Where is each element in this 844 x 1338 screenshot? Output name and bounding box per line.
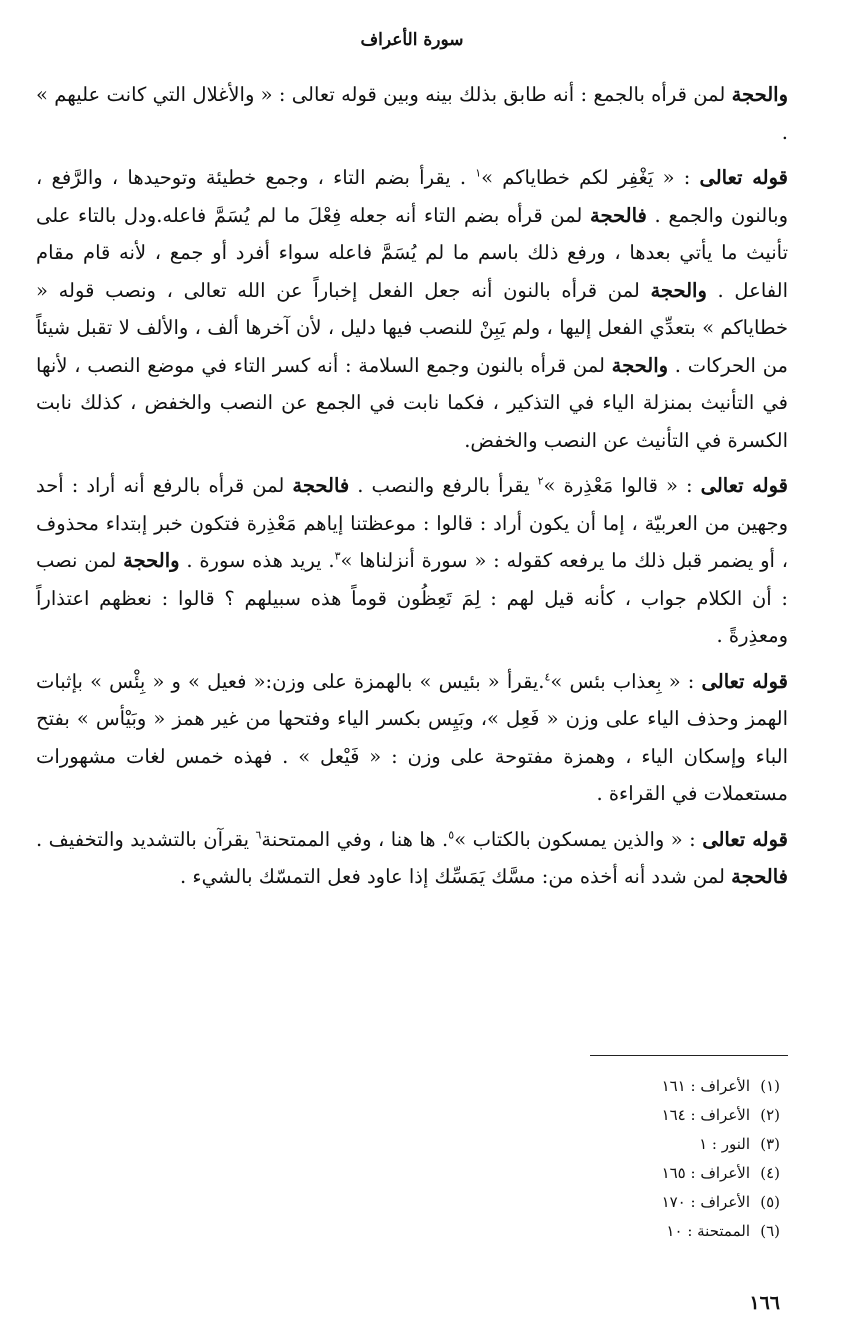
text-run: يقرأ بالرفع والنصب . — [349, 474, 538, 497]
text-run: لمن قرأه بضم التاء أنه جعله فِعْلَ ما لم يُسَمَّ فاعله.ودل بالتاء على تأنيث ما يأتي بعدها ، ورفع ذلك باسم ما لم يُسَمَّ فاعله سواء أفرد أو جمع ، لأنه قام مقام الفاعل . — [36, 203, 788, 302]
footnote-marker: ٦ — [255, 828, 262, 841]
footnote-item — [36, 1072, 780, 1101]
text-run: لمن قرأه بالنون وجمع السلامة : أنه كسر التاء في موضع النصب ، لأنها في التأنيث بمنزلة الياء في التذكير ، فكما نابت في الجمع عن النصب والخفض ، كذلك نابت الكسرة في التأنيث عن النصب والخفض. — [36, 353, 788, 452]
footnote-text: الأعراف : ١٦٥ — [661, 1164, 750, 1182]
footnote-number: (٣) — [760, 1135, 780, 1153]
footnote-item — [36, 1217, 780, 1246]
body-text — [36, 76, 788, 896]
page-number: ١٦٦ — [749, 1292, 780, 1314]
text-run: . ها هنا ، وفي الممتحنة — [261, 827, 449, 851]
footnote-marker: ٥ — [448, 828, 455, 841]
paragraph — [36, 467, 788, 655]
text-run: لمن شدد أنه أخذه من: مسَّك يَمَسِّك إذا عاود فعل التمسّك بالشيء . — [180, 865, 732, 888]
footnote-number: (٦) — [760, 1222, 780, 1240]
footnote-marker: ٣ — [334, 549, 341, 563]
text-run: لمن قرأه بالرفع أنه أراد : أحد وجهين من العربيّة ، إما أن يكون أراد : قالوا : موعظتنا إياهم مَعْذِرة فتكون خبر إبتداء محذوف ، أو يضمر قبل ذلك ما يرفعه كقوله : « سورة أنزلناها » — [36, 474, 788, 572]
text-run: . يقرأ بضم التاء ، وجمع خطيئة وتوحيدها ، والرَّفع ، وبالنون والجمع . — [36, 166, 788, 227]
paragraph — [36, 159, 788, 459]
footnote-list — [36, 1072, 788, 1246]
text-run: : « يَغْفِر لكم خطاياكم » — [481, 166, 700, 189]
bold-term: والحجة — [650, 278, 707, 302]
bold-term: والحجة — [611, 353, 669, 377]
paragraph — [36, 663, 788, 813]
text-run: يقرآن بالتشديد والتخفيف . — [36, 827, 256, 851]
text-run: لمن قرأه بالنون أنه جعل الفعل إخباراً عن الله تعالى ، ونصب قوله « خطاياكم » بتعدِّي الفعل إليها ، ولم يَبِنْ للنصب فيها دليل ، لأن آخرها ألف ، والألف لا تقبل شيئاً من الحركات . — [36, 278, 788, 377]
paragraph-lead: قوله تعالى — [699, 166, 788, 189]
text-run: لمن قرأه بالجمع : أنه طابق بذلك بينه وبين قوله تعالى : « والأغلال التي كانت عليهم » . — [36, 83, 788, 144]
footnote-number: (١) — [760, 1077, 780, 1095]
bold-term: والحجة — [123, 549, 180, 572]
footnote-rule — [590, 1055, 788, 1056]
paragraph — [36, 76, 788, 151]
bold-term: فالحجة — [731, 865, 788, 888]
paragraph-lead: قوله تعالى — [702, 827, 788, 851]
footnote-item — [36, 1188, 780, 1217]
footnote-item — [36, 1130, 780, 1159]
bold-term: فالحجة — [590, 203, 647, 227]
footnote-text: النور : ١ — [699, 1135, 750, 1153]
paragraph-lead: قوله تعالى — [700, 474, 788, 497]
paragraph-lead: قوله تعالى — [701, 669, 788, 693]
text-run: : « بِعذاب بئس » — [550, 669, 702, 693]
footnote-number: (٢) — [760, 1106, 780, 1124]
footnote-text: الممتحنة : ١٠ — [666, 1222, 750, 1240]
footnote-text: الأعراف : ١٦٤ — [661, 1106, 750, 1124]
footnote-marker: ٢ — [537, 474, 544, 488]
running-head: سورة الأعراف — [360, 30, 464, 50]
footnote-item — [36, 1101, 780, 1130]
book-page — [36, 30, 788, 1320]
paragraph — [36, 821, 788, 896]
footnote-item — [36, 1159, 780, 1188]
text-run: لمن نصب : أن الكلام جواب ، كأنه قيل لهم : لِمَ تَعِظُون قوماً هذه سبيلهم ؟ قالوا : نعظهم اعتذاراً ومعذِرةً . — [36, 549, 788, 647]
footnote-text: الأعراف : ١٧٠ — [661, 1193, 750, 1211]
footnote-text: الأعراف : ١٦١ — [661, 1077, 750, 1095]
footnote-number: (٥) — [760, 1193, 780, 1211]
text-run: : « والذين يمسكون بالكتاب » — [454, 827, 703, 851]
footnote-marker: ١ — [475, 166, 482, 180]
footnote-number: (٤) — [760, 1164, 780, 1182]
bold-term: والحجة — [731, 83, 788, 106]
bold-term: فالحجة — [292, 474, 350, 497]
footnote-marker: ٤ — [544, 670, 551, 683]
text-run: . يريد هذه سورة . — [179, 549, 335, 572]
footnotes — [36, 1055, 788, 1246]
text-run: : « قالوا مَعْذِرة » — [543, 474, 701, 497]
text-run: .يقرأ « بئيس » بالهمزة على وزن:« فعيل » و « بِئْس » بإثبات الهمز وحذف الياء على وزن « فَعِل »، وبَيِس بكسر الياء وفتحها من غير همز « وبَيْأس » بفتح الباء وإسكان الياء ، وهمزة مفتوحة على وزن : « فَيْعل » . فهذه خمس لغات مشهورات مستعملات في القراءة . — [36, 669, 788, 805]
